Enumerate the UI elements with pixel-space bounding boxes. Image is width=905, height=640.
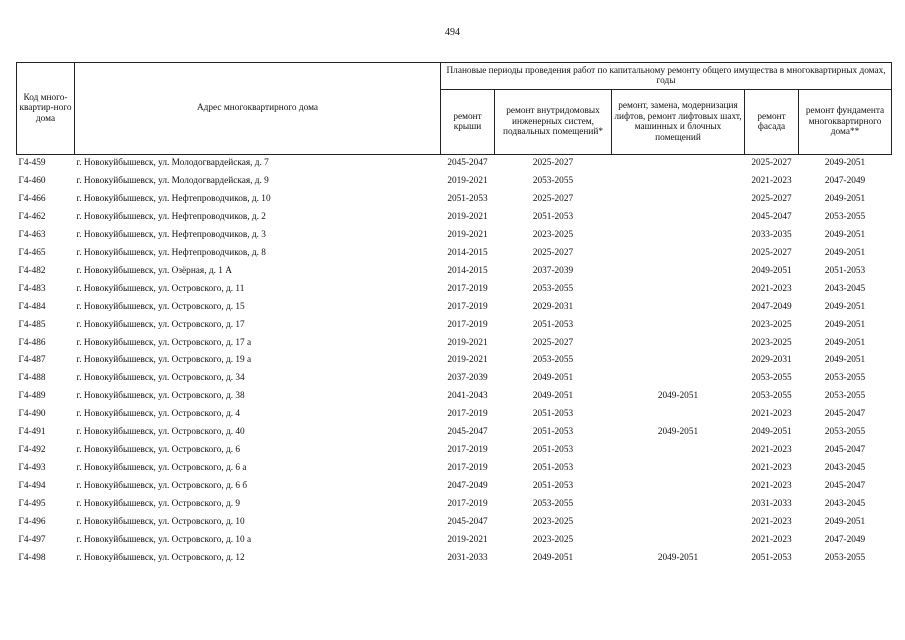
table-row [17,299,892,317]
cell-roof: 2014-2015 [447,247,488,258]
cell-elevators [612,370,745,388]
cell-elevators [612,299,745,317]
cell-facade: 2021-2023 [751,175,792,186]
cell-foundation: 2049-2051 [824,337,866,348]
cell-foundation: 2043-2045 [824,499,866,510]
cell-systems: 2051-2053 [532,211,574,222]
cell-elevators [612,478,745,496]
cell-elevators [612,209,745,227]
cell-foundation: 2053-2055 [824,427,866,438]
cell-address: г. Новокуйбышевск, ул. Островского, д. 34 [76,373,245,384]
table-row [17,191,892,209]
cell-address: г. Новокуйбышевск, ул. Островского, д. 40 [76,427,245,438]
cell-foundation: 2053-2055 [824,211,866,222]
cell-address: г. Новокуйбышевск, ул. Островского, д. 10 [76,517,245,528]
cell-facade: 2031-2033 [751,499,792,510]
cell-code: Г4-460 [18,175,46,186]
cell-elevators [612,442,745,460]
cell-systems: 2051-2053 [532,427,574,438]
cell-address: г. Новокуйбышевск, ул. Островского, д. 10 а [76,535,252,546]
cell-code: Г4-483 [18,283,46,294]
cell-systems: 2037-2039 [532,265,574,276]
cell-roof: 2017-2019 [447,319,488,330]
cell-elevators [612,406,745,424]
table-body [17,155,892,568]
cell-facade: 2033-2035 [751,229,792,240]
cell-foundation: 2053-2055 [824,373,866,384]
cell-address: г. Новокуйбышевск, ул. Островского, д. 6 б [76,481,248,492]
cell-code: Г4-494 [18,481,46,492]
cell-systems: 2051-2053 [532,409,574,420]
cell-code: Г4-489 [18,391,46,402]
cell-elevators [612,514,745,532]
cell-code: Г4-487 [18,355,46,366]
header-address: Адрес многоквартирного дома [75,63,441,155]
cell-systems: 2051-2053 [532,463,574,474]
cell-systems: 2025-2027 [532,247,574,258]
cell-systems: 2049-2051 [532,552,574,563]
cell-elevators [612,460,745,478]
header-elevators: ремонт, замена, модернизация лифтов, ремонт лифтовых шахт, машинных и блочных помещений [612,90,745,155]
cell-code: Г4-462 [18,211,46,222]
cell-code: Г4-482 [18,265,46,276]
cell-code: Г4-498 [18,552,46,563]
cell-facade: 2021-2023 [751,535,792,546]
cell-code: Г4-485 [18,319,46,330]
cell-roof: 2051-2053 [447,193,488,204]
cell-systems: 2053-2055 [532,355,574,366]
cell-roof: 2019-2021 [447,337,488,348]
cell-code: Г4-493 [18,463,46,474]
header-foundation: ремонт фундамента многоквартирного дома** [799,90,892,155]
cell-foundation: 2045-2047 [824,409,866,420]
cell-facade: 2029-2031 [751,355,792,366]
cell-elevators [612,263,745,281]
cell-elevators: 2049-2051 [657,427,699,438]
cell-foundation: 2053-2055 [824,391,866,402]
cell-address: г. Новокуйбышевск, ул. Нефтепроводчиков, д. 3 [76,229,266,240]
cell-roof: 2031-2033 [447,552,488,563]
cell-address: г. Новокуйбышевск, ул. Островского, д. 17 [76,319,245,330]
cell-systems: 2051-2053 [532,481,574,492]
cell-roof: 2019-2021 [447,175,488,186]
cell-elevators [612,173,745,191]
cell-address: г. Новокуйбышевск, ул. Островского, д. 11 [76,283,245,294]
cell-roof: 2041-2043 [447,391,488,402]
cell-facade: 2021-2023 [751,463,792,474]
cell-systems: 2053-2055 [532,175,574,186]
cell-roof: 2019-2021 [447,211,488,222]
cell-elevators [612,496,745,514]
cell-code: Г4-490 [18,409,46,420]
cell-foundation: 2049-2051 [824,193,866,204]
capital-repair-table [16,62,892,568]
cell-facade: 2025-2027 [751,193,792,204]
cell-systems: 2025-2027 [532,193,574,204]
cell-roof: 2017-2019 [447,283,488,294]
cell-elevators [612,155,745,173]
cell-foundation: 2043-2045 [824,463,866,474]
cell-code: Г4-496 [18,517,46,528]
header-code: Код много-квартир-ного дома [17,63,75,155]
cell-facade: 2021-2023 [751,517,792,528]
cell-code: Г4-459 [18,158,46,168]
cell-systems: 2023-2025 [532,535,574,546]
cell-systems: 2049-2051 [532,373,574,384]
cell-roof: 2017-2019 [447,463,488,474]
cell-systems: 2023-2025 [532,229,574,240]
cell-foundation: 2049-2051 [824,229,866,240]
table-row [17,263,892,281]
cell-foundation: 2043-2045 [824,283,866,294]
cell-facade: 2021-2023 [751,409,792,420]
cell-elevators [612,532,745,550]
cell-address: г. Новокуйбышевск, ул. Островского, д. 38 [76,391,245,402]
cell-roof: 2017-2019 [447,499,488,510]
cell-elevators [612,335,745,353]
cell-facade: 2021-2023 [751,445,792,456]
table-row [17,532,892,550]
cell-systems: 2023-2025 [532,517,574,528]
table-row [17,352,892,370]
table-row [17,209,892,227]
cell-elevators [612,245,745,263]
header-facade: ремонт фасада [745,90,799,155]
cell-address: г. Новокуйбышевск, ул. Молодогвардейская, д. 7 [76,158,269,168]
table-row [17,550,892,568]
cell-roof: 2019-2021 [447,229,488,240]
page-number: 494 [445,27,460,38]
table-row [17,514,892,532]
cell-foundation: 2053-2055 [824,552,866,563]
cell-facade: 2045-2047 [751,211,792,222]
cell-address: г. Новокуйбышевск, ул. Нефтепроводчиков, д. 2 [76,211,266,222]
table-row [17,424,892,442]
cell-facade: 2021-2023 [751,283,792,294]
cell-facade: 2051-2053 [751,552,792,563]
cell-address: г. Новокуйбышевск, ул. Островского, д. 4 [76,409,241,420]
cell-roof: 2014-2015 [447,265,488,276]
cell-code: Г4-466 [18,193,46,204]
header-roof: ремонт крыши [441,90,495,155]
cell-roof: 2047-2049 [447,481,488,492]
cell-address: г. Новокуйбышевск, ул. Островского, д. 17 а [76,337,252,348]
cell-code: Г4-497 [18,535,46,546]
cell-systems: 2051-2053 [532,445,574,456]
cell-foundation: 2045-2047 [824,481,866,492]
cell-foundation: 2049-2051 [824,517,866,528]
cell-foundation: 2049-2051 [824,301,866,312]
cell-code: Г4-484 [18,301,46,312]
header-periods: Плановые периоды проведения работ по капитальному ремонту общего имущества в многоквартирных домах, годы [441,63,892,90]
cell-systems: 2051-2053 [532,319,574,330]
cell-code: Г4-463 [18,229,46,240]
cell-roof: 2017-2019 [447,409,488,420]
cell-roof: 2019-2021 [447,535,488,546]
cell-roof: 2045-2047 [447,427,488,438]
cell-address: г. Новокуйбышевск, ул. Островского, д. 6 а [76,463,247,474]
cell-facade: 2021-2023 [751,481,792,492]
cell-address: г. Новокуйбышевск, ул. Озёрная, д. 1 А [76,265,232,276]
cell-address: г. Новокуйбышевск, ул. Молодогвардейская, д. 9 [76,175,269,186]
cell-facade: 2047-2049 [751,301,792,312]
table-row [17,478,892,496]
cell-foundation: 2049-2051 [824,355,866,366]
cell-systems: 2053-2055 [532,499,574,510]
table-row [17,245,892,263]
table-row [17,406,892,424]
table-row [17,155,892,173]
table-row [17,442,892,460]
cell-systems: 2049-2051 [532,391,574,402]
cell-elevators [612,191,745,209]
cell-facade: 2023-2025 [751,319,792,330]
table-row [17,227,892,245]
cell-code: Г4-495 [18,499,46,510]
cell-elevators [612,352,745,370]
cell-facade: 2049-2051 [751,265,792,276]
cell-facade: 2049-2051 [751,427,792,438]
cell-elevators [612,227,745,245]
cell-foundation: 2049-2051 [824,158,866,168]
cell-code: Г4-491 [18,427,46,438]
cell-elevators: 2049-2051 [657,552,699,563]
cell-foundation: 2047-2049 [824,535,866,546]
cell-elevators: 2049-2051 [657,391,699,402]
cell-systems: 2029-2031 [532,301,574,312]
cell-foundation: 2045-2047 [824,445,866,456]
table-row [17,335,892,353]
cell-facade: 2025-2027 [751,158,792,168]
cell-foundation: 2049-2051 [824,247,866,258]
cell-roof: 2019-2021 [447,355,488,366]
cell-facade: 2053-2055 [751,373,792,384]
cell-address: г. Новокуйбышевск, ул. Островского, д. 9 [76,499,241,510]
table-row [17,370,892,388]
cell-address: г. Новокуйбышевск, ул. Островского, д. 15 [76,301,245,312]
cell-roof: 2045-2047 [447,517,488,528]
cell-code: Г4-465 [18,247,46,258]
cell-facade: 2053-2055 [751,391,792,402]
cell-roof: 2045-2047 [447,158,488,168]
cell-roof: 2017-2019 [447,301,488,312]
cell-systems: 2025-2027 [532,337,574,348]
header-systems: ремонт внутридомовых инженерных систем, подвальных помещений* [495,90,612,155]
cell-roof: 2017-2019 [447,445,488,456]
cell-address: г. Новокуйбышевск, ул. Нефтепроводчиков, д. 8 [76,247,266,258]
table-header [17,63,892,155]
cell-address: г. Новокуйбышевск, ул. Нефтепроводчиков, д. 10 [76,193,271,204]
cell-foundation: 2047-2049 [824,175,866,186]
cell-elevators [612,281,745,299]
cell-address: г. Новокуйбышевск, ул. Островского, д. 19 а [76,355,252,366]
cell-roof: 2037-2039 [447,373,488,384]
cell-elevators [612,317,745,335]
table-row [17,388,892,406]
cell-address: г. Новокуйбышевск, ул. Островского, д. 6 [76,445,241,456]
cell-facade: 2025-2027 [751,247,792,258]
cell-code: Г4-486 [18,337,46,348]
table-row [17,496,892,514]
cell-systems: 2053-2055 [532,283,574,294]
cell-facade: 2023-2025 [751,337,792,348]
cell-code: Г4-492 [18,445,46,456]
table-row [17,281,892,299]
cell-foundation: 2051-2053 [824,265,866,276]
cell-code: Г4-488 [18,373,46,384]
table-row [17,317,892,335]
table-row [17,460,892,478]
cell-address: г. Новокуйбышевск, ул. Островского, д. 12 [76,552,245,563]
cell-systems: 2025-2027 [532,158,574,168]
cell-foundation: 2049-2051 [824,319,866,330]
table-row [17,173,892,191]
